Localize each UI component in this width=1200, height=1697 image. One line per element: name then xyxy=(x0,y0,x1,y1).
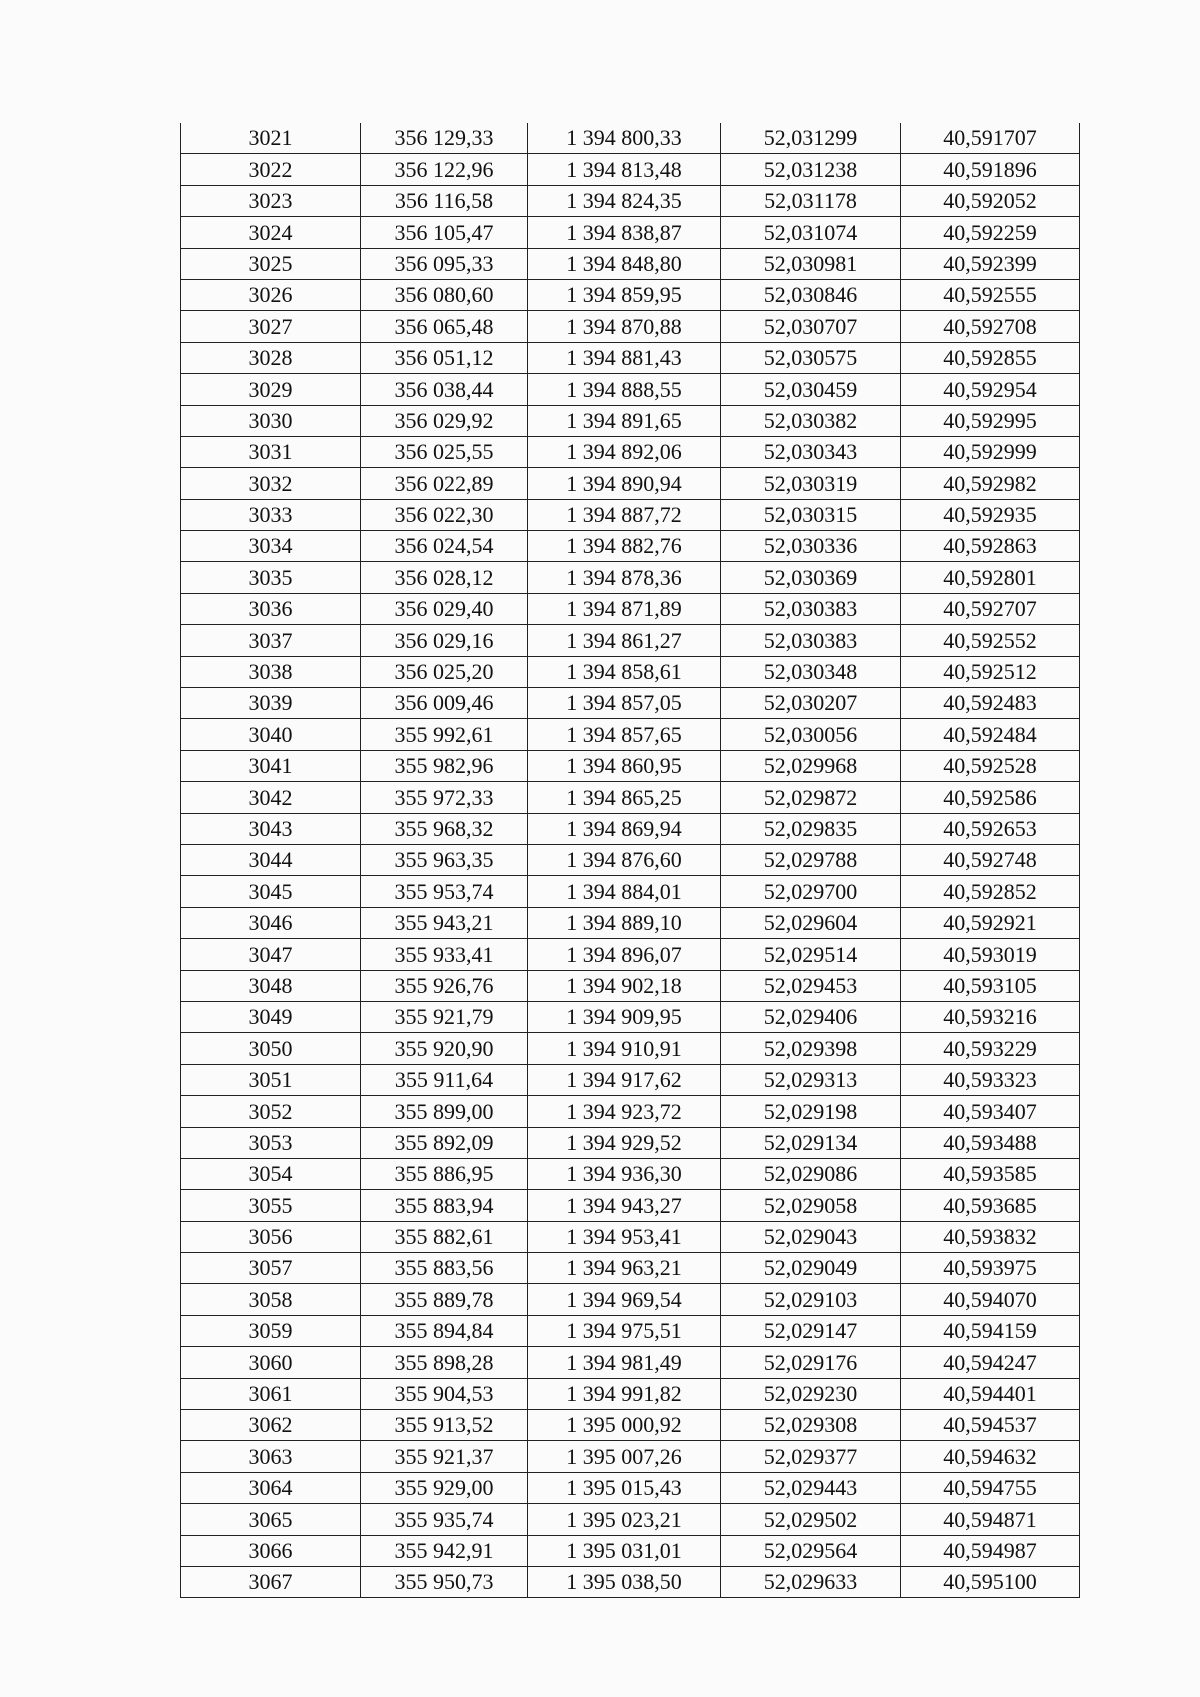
longitude-cell: 40,592852 xyxy=(901,876,1080,907)
latitude-cell: 52,029230 xyxy=(721,1378,901,1409)
table-row xyxy=(181,342,1080,373)
longitude-cell: 40,593488 xyxy=(901,1127,1080,1158)
x-coordinate-cell: 355 882,61 xyxy=(361,1221,528,1252)
longitude-cell: 40,592653 xyxy=(901,813,1080,844)
latitude-cell: 52,031074 xyxy=(721,217,901,248)
point-number-cell: 3030 xyxy=(181,405,361,436)
point-number-cell: 3043 xyxy=(181,813,361,844)
y-coordinate-cell: 1 394 909,95 xyxy=(528,1001,721,1032)
table-row xyxy=(181,782,1080,813)
table-row xyxy=(181,1127,1080,1158)
table-row xyxy=(181,719,1080,750)
y-coordinate-cell: 1 394 890,94 xyxy=(528,468,721,499)
point-number-cell: 3047 xyxy=(181,939,361,970)
table-row xyxy=(181,1535,1080,1566)
x-coordinate-cell: 356 025,20 xyxy=(361,656,528,687)
table-row xyxy=(181,374,1080,405)
y-coordinate-cell: 1 394 929,52 xyxy=(528,1127,721,1158)
x-coordinate-cell: 356 029,16 xyxy=(361,625,528,656)
x-coordinate-cell: 355 972,33 xyxy=(361,782,528,813)
longitude-cell: 40,592555 xyxy=(901,279,1080,310)
latitude-cell: 52,029043 xyxy=(721,1221,901,1252)
point-number-cell: 3062 xyxy=(181,1410,361,1441)
longitude-cell: 40,592954 xyxy=(901,374,1080,405)
latitude-cell: 52,029968 xyxy=(721,750,901,781)
latitude-cell: 52,030575 xyxy=(721,342,901,373)
longitude-cell: 40,594247 xyxy=(901,1347,1080,1378)
y-coordinate-cell: 1 395 000,92 xyxy=(528,1410,721,1441)
x-coordinate-cell: 355 904,53 xyxy=(361,1378,528,1409)
y-coordinate-cell: 1 394 943,27 xyxy=(528,1190,721,1221)
point-number-cell: 3056 xyxy=(181,1221,361,1252)
point-number-cell: 3049 xyxy=(181,1001,361,1032)
y-coordinate-cell: 1 394 936,30 xyxy=(528,1158,721,1189)
latitude-cell: 52,029134 xyxy=(721,1127,901,1158)
point-number-cell: 3025 xyxy=(181,248,361,279)
point-number-cell: 3065 xyxy=(181,1504,361,1535)
latitude-cell: 52,030315 xyxy=(721,499,901,530)
y-coordinate-cell: 1 394 963,21 xyxy=(528,1253,721,1284)
longitude-cell: 40,593323 xyxy=(901,1064,1080,1095)
x-coordinate-cell: 355 889,78 xyxy=(361,1284,528,1315)
y-coordinate-cell: 1 394 917,62 xyxy=(528,1064,721,1095)
latitude-cell: 52,029700 xyxy=(721,876,901,907)
table-row xyxy=(181,1221,1080,1252)
latitude-cell: 52,030707 xyxy=(721,311,901,342)
latitude-cell: 52,029313 xyxy=(721,1064,901,1095)
x-coordinate-cell: 356 029,40 xyxy=(361,593,528,624)
table-row xyxy=(181,531,1080,562)
latitude-cell: 52,029502 xyxy=(721,1504,901,1535)
point-number-cell: 3052 xyxy=(181,1096,361,1127)
longitude-cell: 40,592399 xyxy=(901,248,1080,279)
latitude-cell: 52,030336 xyxy=(721,531,901,562)
latitude-cell: 52,029406 xyxy=(721,1001,901,1032)
longitude-cell: 40,592855 xyxy=(901,342,1080,373)
table-row xyxy=(181,1096,1080,1127)
y-coordinate-cell: 1 394 887,72 xyxy=(528,499,721,530)
y-coordinate-cell: 1 395 038,50 xyxy=(528,1566,721,1597)
table-row xyxy=(181,750,1080,781)
latitude-cell: 52,029103 xyxy=(721,1284,901,1315)
longitude-cell: 40,592921 xyxy=(901,907,1080,938)
x-coordinate-cell: 356 122,96 xyxy=(361,154,528,185)
point-number-cell: 3027 xyxy=(181,311,361,342)
y-coordinate-cell: 1 394 824,35 xyxy=(528,185,721,216)
point-number-cell: 3063 xyxy=(181,1441,361,1472)
table-row xyxy=(181,154,1080,185)
longitude-cell: 40,592484 xyxy=(901,719,1080,750)
point-number-cell: 3024 xyxy=(181,217,361,248)
y-coordinate-cell: 1 394 991,82 xyxy=(528,1378,721,1409)
y-coordinate-cell: 1 395 015,43 xyxy=(528,1472,721,1503)
latitude-cell: 52,029377 xyxy=(721,1441,901,1472)
y-coordinate-cell: 1 395 031,01 xyxy=(528,1535,721,1566)
y-coordinate-cell: 1 394 865,25 xyxy=(528,782,721,813)
y-coordinate-cell: 1 394 923,72 xyxy=(528,1096,721,1127)
point-number-cell: 3044 xyxy=(181,844,361,875)
latitude-cell: 52,029453 xyxy=(721,970,901,1001)
longitude-cell: 40,592999 xyxy=(901,436,1080,467)
y-coordinate-cell: 1 394 881,43 xyxy=(528,342,721,373)
y-coordinate-cell: 1 394 848,80 xyxy=(528,248,721,279)
table-row xyxy=(181,1158,1080,1189)
point-number-cell: 3066 xyxy=(181,1535,361,1566)
point-number-cell: 3028 xyxy=(181,342,361,373)
longitude-cell: 40,594401 xyxy=(901,1378,1080,1409)
point-number-cell: 3055 xyxy=(181,1190,361,1221)
y-coordinate-cell: 1 395 023,21 xyxy=(528,1504,721,1535)
x-coordinate-cell: 356 022,30 xyxy=(361,499,528,530)
latitude-cell: 52,029514 xyxy=(721,939,901,970)
y-coordinate-cell: 1 394 857,65 xyxy=(528,719,721,750)
latitude-cell: 52,030319 xyxy=(721,468,901,499)
latitude-cell: 52,029049 xyxy=(721,1253,901,1284)
point-number-cell: 3031 xyxy=(181,436,361,467)
x-coordinate-cell: 355 892,09 xyxy=(361,1127,528,1158)
y-coordinate-cell: 1 394 813,48 xyxy=(528,154,721,185)
point-number-cell: 3045 xyxy=(181,876,361,907)
latitude-cell: 52,030383 xyxy=(721,593,901,624)
y-coordinate-cell: 1 394 871,89 xyxy=(528,593,721,624)
longitude-cell: 40,592707 xyxy=(901,593,1080,624)
y-coordinate-cell: 1 394 891,65 xyxy=(528,405,721,436)
latitude-cell: 52,030459 xyxy=(721,374,901,405)
longitude-cell: 40,592995 xyxy=(901,405,1080,436)
y-coordinate-cell: 1 394 882,76 xyxy=(528,531,721,562)
y-coordinate-cell: 1 394 870,88 xyxy=(528,311,721,342)
point-number-cell: 3061 xyxy=(181,1378,361,1409)
point-number-cell: 3035 xyxy=(181,562,361,593)
point-number-cell: 3021 xyxy=(181,123,361,154)
y-coordinate-cell: 1 394 800,33 xyxy=(528,123,721,154)
point-number-cell: 3036 xyxy=(181,593,361,624)
x-coordinate-cell: 355 883,94 xyxy=(361,1190,528,1221)
x-coordinate-cell: 355 913,52 xyxy=(361,1410,528,1441)
table-row xyxy=(181,1190,1080,1221)
latitude-cell: 52,029176 xyxy=(721,1347,901,1378)
point-number-cell: 3029 xyxy=(181,374,361,405)
table-row xyxy=(181,593,1080,624)
latitude-cell: 52,030382 xyxy=(721,405,901,436)
latitude-cell: 52,030348 xyxy=(721,656,901,687)
table-row xyxy=(181,248,1080,279)
latitude-cell: 52,029086 xyxy=(721,1158,901,1189)
table-row xyxy=(181,625,1080,656)
y-coordinate-cell: 1 394 902,18 xyxy=(528,970,721,1001)
longitude-cell: 40,593229 xyxy=(901,1033,1080,1064)
longitude-cell: 40,593216 xyxy=(901,1001,1080,1032)
longitude-cell: 40,594537 xyxy=(901,1410,1080,1441)
longitude-cell: 40,594070 xyxy=(901,1284,1080,1315)
longitude-cell: 40,594987 xyxy=(901,1535,1080,1566)
y-coordinate-cell: 1 394 969,54 xyxy=(528,1284,721,1315)
point-number-cell: 3050 xyxy=(181,1033,361,1064)
y-coordinate-cell: 1 394 981,49 xyxy=(528,1347,721,1378)
point-number-cell: 3032 xyxy=(181,468,361,499)
latitude-cell: 52,031238 xyxy=(721,154,901,185)
x-coordinate-cell: 355 920,90 xyxy=(361,1033,528,1064)
longitude-cell: 40,592863 xyxy=(901,531,1080,562)
longitude-cell: 40,592748 xyxy=(901,844,1080,875)
point-number-cell: 3042 xyxy=(181,782,361,813)
latitude-cell: 52,030056 xyxy=(721,719,901,750)
y-coordinate-cell: 1 394 861,27 xyxy=(528,625,721,656)
latitude-cell: 52,029633 xyxy=(721,1566,901,1597)
table-row xyxy=(181,1064,1080,1095)
table-row xyxy=(181,436,1080,467)
latitude-cell: 52,029835 xyxy=(721,813,901,844)
table-row xyxy=(181,656,1080,687)
longitude-cell: 40,592483 xyxy=(901,688,1080,719)
y-coordinate-cell: 1 394 910,91 xyxy=(528,1033,721,1064)
table-row xyxy=(181,1253,1080,1284)
x-coordinate-cell: 355 894,84 xyxy=(361,1315,528,1346)
longitude-cell: 40,593975 xyxy=(901,1253,1080,1284)
x-coordinate-cell: 355 933,41 xyxy=(361,939,528,970)
longitude-cell: 40,592052 xyxy=(901,185,1080,216)
x-coordinate-cell: 355 926,76 xyxy=(361,970,528,1001)
y-coordinate-cell: 1 394 876,60 xyxy=(528,844,721,875)
latitude-cell: 52,029604 xyxy=(721,907,901,938)
y-coordinate-cell: 1 394 860,95 xyxy=(528,750,721,781)
longitude-cell: 40,592512 xyxy=(901,656,1080,687)
x-coordinate-cell: 356 028,12 xyxy=(361,562,528,593)
table-row xyxy=(181,1033,1080,1064)
table-row xyxy=(181,311,1080,342)
table-row xyxy=(181,1410,1080,1441)
table-row xyxy=(181,1284,1080,1315)
longitude-cell: 40,592552 xyxy=(901,625,1080,656)
x-coordinate-cell: 356 009,46 xyxy=(361,688,528,719)
point-number-cell: 3053 xyxy=(181,1127,361,1158)
table-row xyxy=(181,688,1080,719)
table-row xyxy=(181,939,1080,970)
table-row xyxy=(181,907,1080,938)
y-coordinate-cell: 1 394 975,51 xyxy=(528,1315,721,1346)
longitude-cell: 40,594159 xyxy=(901,1315,1080,1346)
longitude-cell: 40,592528 xyxy=(901,750,1080,781)
point-number-cell: 3048 xyxy=(181,970,361,1001)
y-coordinate-cell: 1 394 884,01 xyxy=(528,876,721,907)
table-row xyxy=(181,1347,1080,1378)
longitude-cell: 40,593585 xyxy=(901,1158,1080,1189)
x-coordinate-cell: 356 116,58 xyxy=(361,185,528,216)
table-row xyxy=(181,876,1080,907)
latitude-cell: 52,029564 xyxy=(721,1535,901,1566)
x-coordinate-cell: 355 950,73 xyxy=(361,1566,528,1597)
latitude-cell: 52,029443 xyxy=(721,1472,901,1503)
point-number-cell: 3046 xyxy=(181,907,361,938)
y-coordinate-cell: 1 394 859,95 xyxy=(528,279,721,310)
x-coordinate-cell: 355 953,74 xyxy=(361,876,528,907)
x-coordinate-cell: 355 935,74 xyxy=(361,1504,528,1535)
longitude-cell: 40,592586 xyxy=(901,782,1080,813)
point-number-cell: 3033 xyxy=(181,499,361,530)
longitude-cell: 40,593832 xyxy=(901,1221,1080,1252)
point-number-cell: 3058 xyxy=(181,1284,361,1315)
point-number-cell: 3023 xyxy=(181,185,361,216)
table-row xyxy=(181,970,1080,1001)
table-row xyxy=(181,1566,1080,1597)
latitude-cell: 52,029788 xyxy=(721,844,901,875)
latitude-cell: 52,029308 xyxy=(721,1410,901,1441)
table-row xyxy=(181,405,1080,436)
y-coordinate-cell: 1 394 857,05 xyxy=(528,688,721,719)
x-coordinate-cell: 356 095,33 xyxy=(361,248,528,279)
x-coordinate-cell: 355 968,32 xyxy=(361,813,528,844)
x-coordinate-cell: 356 024,54 xyxy=(361,531,528,562)
table-row xyxy=(181,1472,1080,1503)
table-row xyxy=(181,279,1080,310)
coordinates-table-body xyxy=(181,123,1080,1598)
point-number-cell: 3037 xyxy=(181,625,361,656)
table-row xyxy=(181,185,1080,216)
x-coordinate-cell: 355 943,21 xyxy=(361,907,528,938)
table-row xyxy=(181,499,1080,530)
point-number-cell: 3022 xyxy=(181,154,361,185)
latitude-cell: 52,029398 xyxy=(721,1033,901,1064)
longitude-cell: 40,594632 xyxy=(901,1441,1080,1472)
x-coordinate-cell: 355 929,00 xyxy=(361,1472,528,1503)
table-row xyxy=(181,1378,1080,1409)
longitude-cell: 40,591896 xyxy=(901,154,1080,185)
point-number-cell: 3059 xyxy=(181,1315,361,1346)
x-coordinate-cell: 355 911,64 xyxy=(361,1064,528,1095)
x-coordinate-cell: 355 992,61 xyxy=(361,719,528,750)
x-coordinate-cell: 356 038,44 xyxy=(361,374,528,405)
point-number-cell: 3064 xyxy=(181,1472,361,1503)
x-coordinate-cell: 356 080,60 xyxy=(361,279,528,310)
y-coordinate-cell: 1 394 896,07 xyxy=(528,939,721,970)
longitude-cell: 40,593407 xyxy=(901,1096,1080,1127)
x-coordinate-cell: 355 921,37 xyxy=(361,1441,528,1472)
point-number-cell: 3060 xyxy=(181,1347,361,1378)
x-coordinate-cell: 355 963,35 xyxy=(361,844,528,875)
x-coordinate-cell: 356 051,12 xyxy=(361,342,528,373)
longitude-cell: 40,591707 xyxy=(901,123,1080,154)
longitude-cell: 40,592982 xyxy=(901,468,1080,499)
x-coordinate-cell: 355 886,95 xyxy=(361,1158,528,1189)
latitude-cell: 52,029147 xyxy=(721,1315,901,1346)
longitude-cell: 40,594755 xyxy=(901,1472,1080,1503)
x-coordinate-cell: 355 921,79 xyxy=(361,1001,528,1032)
x-coordinate-cell: 356 065,48 xyxy=(361,311,528,342)
longitude-cell: 40,593685 xyxy=(901,1190,1080,1221)
x-coordinate-cell: 356 022,89 xyxy=(361,468,528,499)
y-coordinate-cell: 1 394 889,10 xyxy=(528,907,721,938)
point-number-cell: 3041 xyxy=(181,750,361,781)
longitude-cell: 40,592801 xyxy=(901,562,1080,593)
table-row xyxy=(181,123,1080,154)
coordinates-table xyxy=(180,123,1080,1598)
table-row xyxy=(181,1315,1080,1346)
x-coordinate-cell: 355 942,91 xyxy=(361,1535,528,1566)
table-row xyxy=(181,468,1080,499)
x-coordinate-cell: 355 982,96 xyxy=(361,750,528,781)
latitude-cell: 52,030207 xyxy=(721,688,901,719)
longitude-cell: 40,594871 xyxy=(901,1504,1080,1535)
y-coordinate-cell: 1 394 892,06 xyxy=(528,436,721,467)
latitude-cell: 52,029198 xyxy=(721,1096,901,1127)
point-number-cell: 3026 xyxy=(181,279,361,310)
y-coordinate-cell: 1 394 838,87 xyxy=(528,217,721,248)
y-coordinate-cell: 1 394 878,36 xyxy=(528,562,721,593)
table-row xyxy=(181,844,1080,875)
x-coordinate-cell: 356 025,55 xyxy=(361,436,528,467)
latitude-cell: 52,030369 xyxy=(721,562,901,593)
y-coordinate-cell: 1 395 007,26 xyxy=(528,1441,721,1472)
point-number-cell: 3057 xyxy=(181,1253,361,1284)
longitude-cell: 40,593019 xyxy=(901,939,1080,970)
point-number-cell: 3051 xyxy=(181,1064,361,1095)
x-coordinate-cell: 356 029,92 xyxy=(361,405,528,436)
longitude-cell: 40,592259 xyxy=(901,217,1080,248)
latitude-cell: 52,030343 xyxy=(721,436,901,467)
latitude-cell: 52,030846 xyxy=(721,279,901,310)
latitude-cell: 52,029058 xyxy=(721,1190,901,1221)
x-coordinate-cell: 355 883,56 xyxy=(361,1253,528,1284)
longitude-cell: 40,592708 xyxy=(901,311,1080,342)
table-row xyxy=(181,1441,1080,1472)
latitude-cell: 52,031299 xyxy=(721,123,901,154)
table-row xyxy=(181,813,1080,844)
table-row xyxy=(181,562,1080,593)
x-coordinate-cell: 356 105,47 xyxy=(361,217,528,248)
y-coordinate-cell: 1 394 953,41 xyxy=(528,1221,721,1252)
y-coordinate-cell: 1 394 888,55 xyxy=(528,374,721,405)
x-coordinate-cell: 355 899,00 xyxy=(361,1096,528,1127)
x-coordinate-cell: 356 129,33 xyxy=(361,123,528,154)
longitude-cell: 40,592935 xyxy=(901,499,1080,530)
longitude-cell: 40,595100 xyxy=(901,1566,1080,1597)
table-row xyxy=(181,1504,1080,1535)
point-number-cell: 3054 xyxy=(181,1158,361,1189)
point-number-cell: 3039 xyxy=(181,688,361,719)
table-row xyxy=(181,1001,1080,1032)
x-coordinate-cell: 355 898,28 xyxy=(361,1347,528,1378)
y-coordinate-cell: 1 394 858,61 xyxy=(528,656,721,687)
latitude-cell: 52,031178 xyxy=(721,185,901,216)
point-number-cell: 3038 xyxy=(181,656,361,687)
point-number-cell: 3034 xyxy=(181,531,361,562)
latitude-cell: 52,030981 xyxy=(721,248,901,279)
point-number-cell: 3067 xyxy=(181,1566,361,1597)
latitude-cell: 52,029872 xyxy=(721,782,901,813)
table-row xyxy=(181,217,1080,248)
longitude-cell: 40,593105 xyxy=(901,970,1080,1001)
point-number-cell: 3040 xyxy=(181,719,361,750)
y-coordinate-cell: 1 394 869,94 xyxy=(528,813,721,844)
latitude-cell: 52,030383 xyxy=(721,625,901,656)
